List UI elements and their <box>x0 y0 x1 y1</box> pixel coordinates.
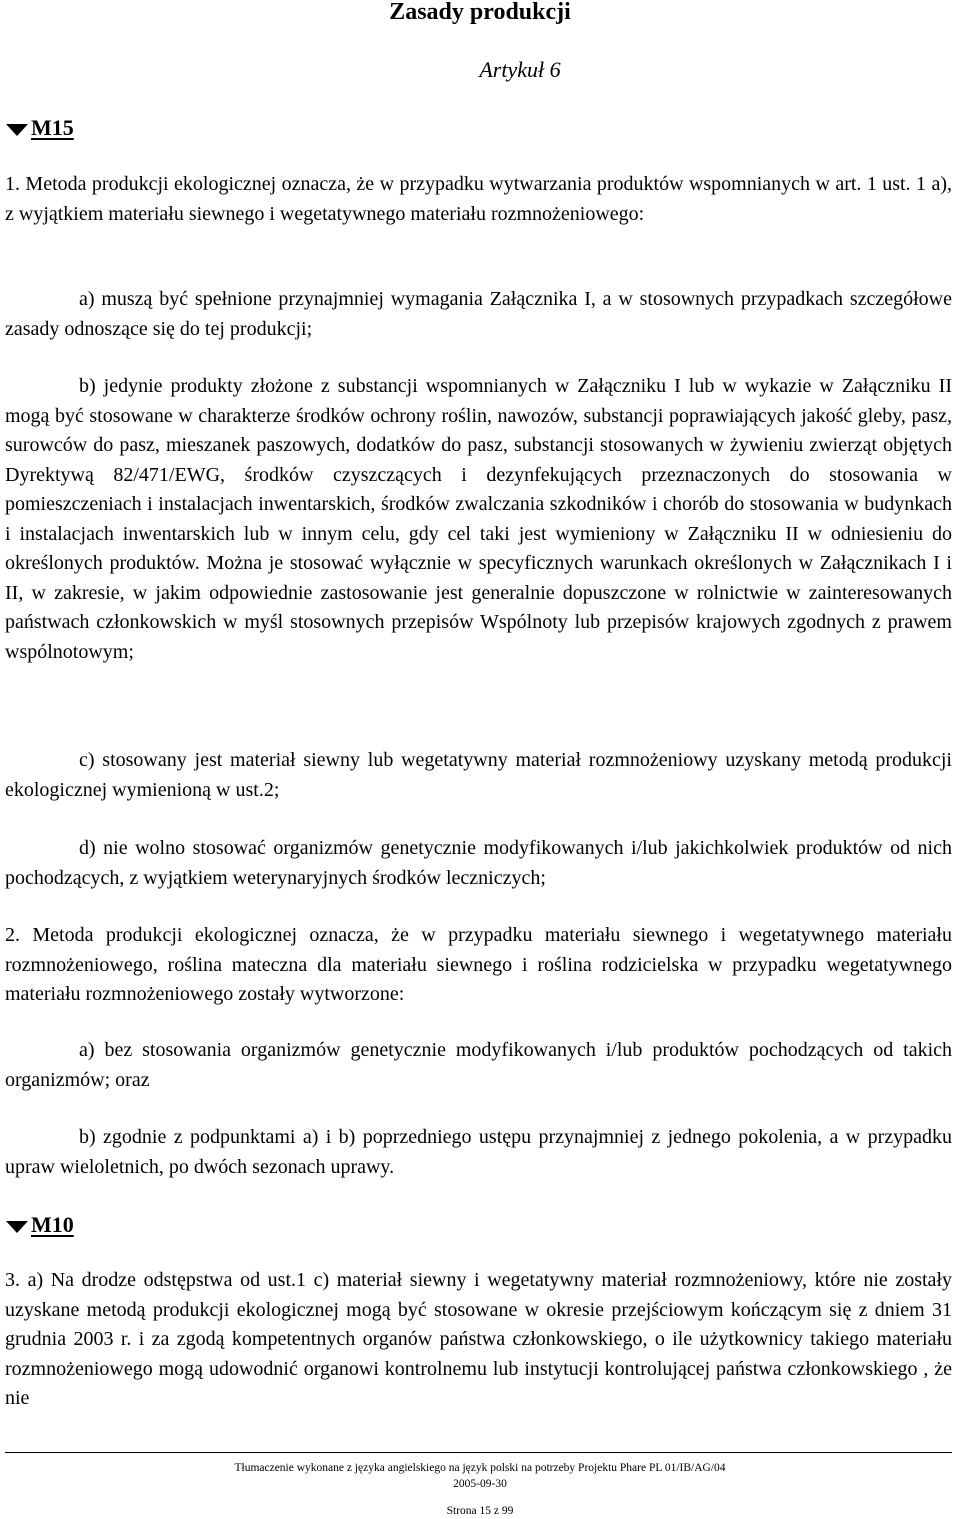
footer-divider <box>5 1452 952 1453</box>
amendment-label: M10 <box>31 1212 74 1237</box>
amendment-marker-m10[interactable] <box>6 1210 74 1240</box>
paragraph-3: 3. a) Na drodze odstępstwa od ust.1 c) materiał siewny i wegetatywny materiał rozmnożeniowy, które nie zostały uzyskane metodą produkcji ekologicznej mogą być stosowane w okresie przejściowym kończącym się z dniem 31 grudnia 2003 r. i za zgodą kompetentnych organów państwa członkowskiego, o ile użytkownicy takiego materiału rozmnożeniowego mogą udowodnić organowi kontrolnemu lub instytucji kontrolującej państwa członkowskiego , że nie <box>5 1269 952 1409</box>
amendment-label: M15 <box>31 115 74 140</box>
paragraph-1: 1. Metoda produkcji ekologicznej oznacza, że w przypadku wytwarzania produktów wspomnianych w art. 1 ust. 1 a), z wyjątkiem materiału siewnego i wegetatywnego materiału rozmnożeniowego: <box>5 173 952 225</box>
footer-date: 2005-09-30 <box>453 1478 507 1490</box>
triangle-down-icon <box>6 124 28 136</box>
amendment-marker-m15[interactable] <box>6 113 74 143</box>
page-title: Zasady produkcji <box>389 0 571 25</box>
paragraph-2a: a) bez stosowania organizmów genetycznie modyfikowanych i/lub produktów pochodzących od takich organizmów; oraz <box>5 1039 952 1091</box>
paragraph-2: 2. Metoda produkcji ekologicznej oznacza, że w przypadku materiału siewnego i wegetatywnego materiału rozmnożeniowego, roślina mateczna dla materiału siewnego i roślina rodzicielska w przypadku wegetatywnego materiału rozmnożeniowego zostały wytworzone: <box>5 924 952 1005</box>
triangle-down-icon <box>6 1221 28 1233</box>
paragraph-1d: d) nie wolno stosować organizmów genetycznie modyfikowanych i/lub jakichkolwiek produktów od nich pochodzących, z wyjątkiem weterynaryjnych środków leczniczych; <box>5 837 952 889</box>
paragraph-2b: b) zgodnie z podpunktami a) i b) poprzedniego ustępu przynajmniej z jednego pokolenia, a w przypadku upraw wieloletnich, po dwóch sezonach uprawy. <box>5 1126 952 1178</box>
footer-translation-note: Tłumaczenie wykonane z języka angielskiego na język polski na potrzeby Projektu Phare PL 01/IB/AG/04 <box>234 1462 726 1474</box>
paragraph-1b: b) jedynie produkty złożone z substancji wspomnianych w Załączniku I lub w wykazie w Załączniku II mogą być stosowane w charakterze środków ochrony roślin, nawozów, substancji poprawiających jakość gleby, pasz, surowców do pasz, mieszanek paszowych, dodatków do pasz, substancji stosowanych w żywieniu zwierząt objętych Dyrektywą 82/471/EWG, środków czyszczących i dezynfekujących przeznaczonych do stosowania w pomieszczeniach i instalacjach inwentarskich, środków zwalczania szkodników i chorób do stosowania w budynkach i instalacjach inwentarskich lub w innym celu, gdy cel taki jest wymieniony w Załączniku II w odniesieniu do określonych produktów. Można je stosować wyłącznie w specyficznych warunkach określonych w Załącznikach I i II, w zakresie, w jakim odpowiednie zastosowanie jest generalnie dopuszczone w rolnictwie w zainteresowanych państwach członkowskich w myśl stosownych przepisów Wspólnoty lub przepisów krajowych zgodnych z prawem wspólnotowym; <box>5 375 952 663</box>
page-number: Strona 15 z 99 <box>446 1505 514 1517</box>
article-heading: Artykuł 6 <box>479 57 561 82</box>
paragraph-1c: c) stosowany jest materiał siewny lub wegetatywny materiał rozmnożeniowy uzyskany metodą produkcji ekologicznej wymienioną w ust.2; <box>5 749 952 801</box>
paragraph-1a: a) muszą być spełnione przynajmniej wymagania Załącznika I, a w stosownych przypadkach szczegółowe zasady odnoszące się do tej produkcji; <box>5 288 952 340</box>
